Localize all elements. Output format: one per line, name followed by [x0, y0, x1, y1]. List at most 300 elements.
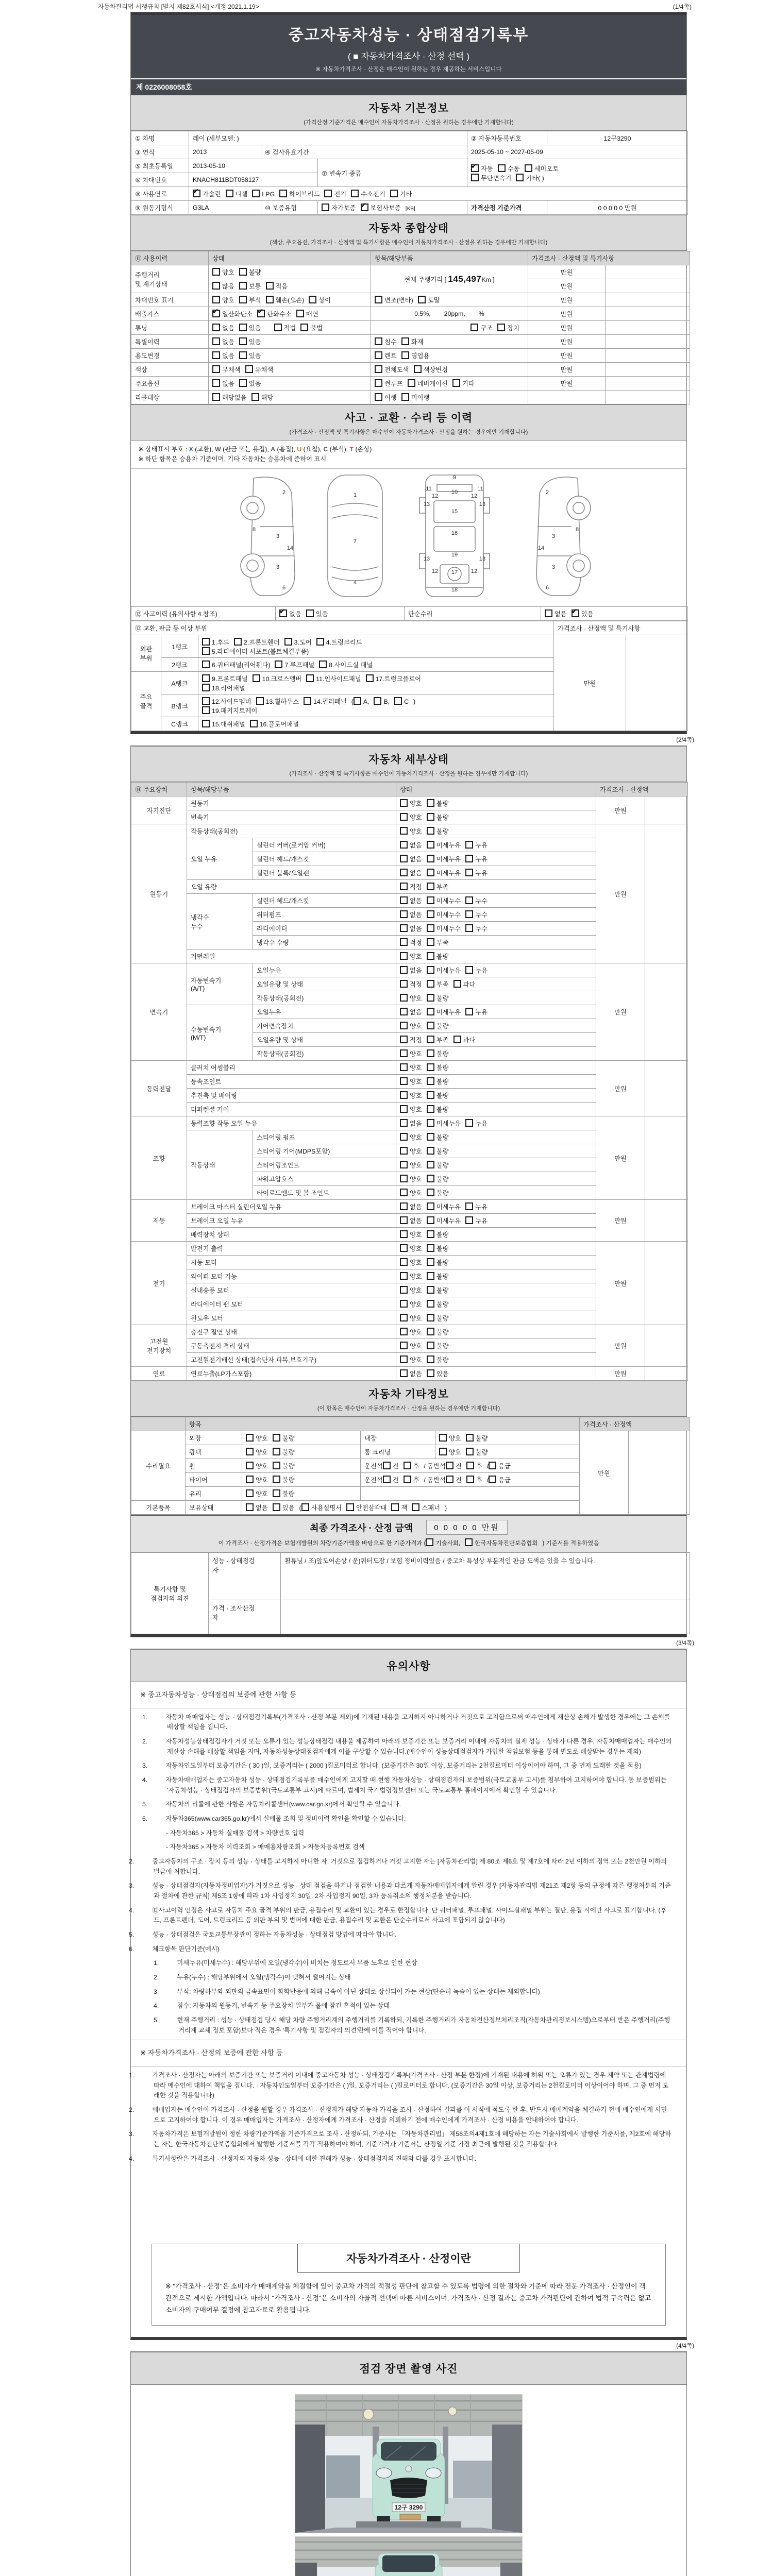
checkbox-icon[interactable] [324, 190, 332, 197]
other-info-table [131, 1417, 690, 1515]
basic-info-table [131, 131, 688, 215]
checkbox-icon[interactable] [202, 638, 210, 646]
table-cell: 배력장치 상태 [187, 1228, 396, 1242]
option: 세미오토 [525, 164, 559, 173]
checkbox-icon[interactable] [471, 174, 479, 181]
checkbox-icon[interactable] [427, 1049, 434, 1057]
checkbox-icon[interactable] [465, 841, 473, 849]
checkbox-icon[interactable] [252, 190, 260, 197]
checkbox-icon[interactable] [246, 1489, 254, 1497]
checkbox-icon[interactable] [383, 1476, 391, 1483]
document-page [129, 12, 694, 2576]
checkbox-icon[interactable] [572, 609, 579, 617]
checkbox-icon[interactable] [400, 1216, 408, 1224]
checkbox-icon[interactable] [400, 896, 408, 904]
table-cell [371, 321, 528, 335]
table-cell [131, 265, 209, 293]
checkbox-icon[interactable] [256, 697, 264, 705]
option: 18.리어패널 [202, 683, 245, 692]
checkbox-icon[interactable] [465, 896, 473, 904]
document-title: 중고자동차성능 · 상태점검기록부 [288, 27, 529, 44]
checkbox-icon[interactable] [427, 883, 434, 890]
option: 전 [446, 1461, 462, 1470]
checkbox-icon[interactable] [439, 1448, 447, 1455]
table-cell [371, 349, 528, 363]
checkbox-icon[interactable] [273, 1462, 280, 1469]
checkbox-icon[interactable] [375, 337, 382, 345]
checkbox-icon[interactable] [239, 282, 247, 290]
checkbox-icon[interactable] [212, 282, 220, 290]
checkbox-icon[interactable] [234, 638, 242, 646]
checkbox-icon[interactable] [427, 1286, 434, 1294]
option: 있음 [273, 1503, 295, 1512]
checkbox-icon[interactable] [400, 1286, 408, 1294]
checkbox-icon[interactable] [351, 190, 359, 197]
checkbox-icon[interactable] [400, 1008, 408, 1015]
checkbox-icon[interactable] [427, 1244, 434, 1252]
checkbox-icon[interactable] [266, 296, 274, 303]
option: 과다 [453, 979, 476, 989]
checkbox-icon[interactable] [427, 1008, 434, 1015]
checkbox-icon[interactable] [274, 324, 282, 331]
table-cell: 광택 [186, 1445, 242, 1459]
checkbox-icon[interactable] [427, 1105, 434, 1113]
overall-status-table-wrap [131, 251, 686, 404]
checkbox-icon[interactable] [418, 296, 426, 303]
checkbox-icon[interactable] [427, 1063, 434, 1071]
checkbox-icon[interactable] [246, 1476, 254, 1483]
table-cell: 만원 [596, 963, 645, 1061]
checkbox-icon[interactable] [400, 1175, 408, 1182]
option: 미세누수 [427, 924, 461, 933]
checkbox-icon[interactable] [465, 1119, 473, 1127]
checkbox-icon[interactable] [465, 855, 473, 862]
checkbox-icon[interactable] [239, 268, 247, 276]
table-cell [209, 1600, 281, 1634]
checkbox-icon[interactable] [202, 660, 210, 668]
checkbox-icon[interactable] [427, 1272, 434, 1280]
checkbox-icon[interactable] [400, 924, 408, 932]
checkbox-icon[interactable] [246, 1462, 254, 1469]
checkbox-icon[interactable] [202, 706, 210, 714]
checkbox-icon[interactable] [427, 1300, 434, 1308]
diagram-panel-number: 7 [353, 538, 357, 545]
checkbox-icon[interactable] [439, 1434, 447, 1442]
checkbox-icon[interactable] [466, 1462, 474, 1469]
checkbox-icon[interactable] [400, 1355, 408, 1363]
option: 양호 [400, 1299, 422, 1309]
table-cell: 외장 [186, 1431, 242, 1445]
checkbox-icon[interactable] [400, 1230, 408, 1238]
checkbox-icon[interactable] [427, 1133, 434, 1141]
table-cell: 룸 크리닝 [361, 1445, 435, 1459]
checkbox-icon[interactable] [400, 1342, 408, 1349]
checkbox-icon[interactable] [239, 379, 247, 387]
checkbox-icon[interactable] [427, 1036, 434, 1043]
table-cell [361, 1459, 580, 1473]
checkbox-icon[interactable] [257, 310, 265, 317]
checkbox-icon[interactable] [427, 1161, 434, 1168]
section-subtitle: (가격조사 · 산정액 및 특기사항은 매수인이 자동차가격조사 · 산정을 원하는 경우에만 기재합니다) [289, 771, 528, 777]
option: 양호 [400, 1146, 422, 1156]
table-cell: C랭크 [161, 717, 198, 731]
checkbox-icon[interactable] [202, 720, 210, 727]
checkbox-icon[interactable] [427, 896, 434, 904]
checkbox-icon[interactable] [471, 164, 479, 172]
table-cell [645, 1200, 688, 1242]
checkbox-icon[interactable] [400, 938, 408, 946]
option: 있음 [239, 379, 261, 388]
inspection-photo-front [295, 2394, 523, 2533]
checkbox-icon[interactable] [453, 1036, 461, 1043]
table-cell: 윈도우 모터 [187, 1311, 396, 1325]
checkbox-icon[interactable] [246, 1434, 254, 1442]
option: 한국자동차진단보증협회 [465, 1538, 537, 1547]
diagram-panel-number: 3 [551, 564, 556, 571]
checkbox-icon[interactable] [300, 324, 308, 331]
checkbox-icon[interactable] [246, 1448, 254, 1455]
checkbox-icon[interactable] [250, 720, 258, 727]
option: 침수 [375, 337, 397, 346]
checkbox-icon[interactable] [427, 1258, 434, 1266]
checkbox-icon[interactable] [400, 1133, 408, 1141]
checkbox-icon[interactable] [400, 980, 408, 988]
table-cell: 실린더 커버(로커암 커버) [253, 838, 396, 852]
checkbox-icon[interactable] [401, 393, 409, 401]
checkbox-icon[interactable] [427, 938, 434, 946]
checkbox-icon[interactable] [426, 1538, 433, 1546]
checkbox-icon[interactable] [251, 393, 259, 401]
checkbox-icon[interactable] [212, 296, 220, 303]
checkbox-icon[interactable] [400, 855, 408, 862]
checkbox-icon[interactable] [427, 1202, 434, 1210]
checkbox-icon[interactable] [466, 1476, 474, 1483]
checkbox-icon[interactable] [400, 1258, 408, 1266]
checkbox-icon[interactable] [427, 1189, 434, 1196]
option: 전 [383, 1475, 399, 1484]
section-title: 자동차 기본정보 [368, 103, 449, 114]
checkbox-icon[interactable] [427, 924, 434, 932]
checkbox-icon[interactable] [391, 1503, 399, 1511]
checkbox-icon[interactable] [212, 365, 220, 373]
checkbox-icon[interactable] [400, 827, 408, 835]
table-cell: 클러치 어셈블리 [187, 1061, 396, 1075]
checkbox-icon[interactable] [239, 296, 247, 303]
checkbox-icon[interactable] [202, 697, 210, 705]
text: Km ] [481, 276, 495, 283]
checkbox-icon[interactable] [400, 1328, 408, 1335]
checkbox-icon[interactable] [400, 1161, 408, 1168]
checkbox-icon[interactable] [400, 813, 408, 821]
checkbox-icon[interactable] [427, 1369, 434, 1377]
table-cell: 만원 [554, 635, 626, 731]
table-cell [396, 1297, 596, 1311]
diagram-panel-number: 10 [451, 489, 458, 496]
option: 양호 [400, 1272, 422, 1281]
section-subtitle: (이 항목은 매수인이 자동차가격조사 · 산정을 원하는 경우에만 기재합니다) [317, 1405, 500, 1412]
checkbox-icon[interactable] [427, 910, 434, 918]
checkbox-icon[interactable] [202, 684, 210, 691]
table-cell [209, 363, 371, 377]
diagram-panel-number: 13 [479, 556, 486, 563]
checkbox-icon[interactable] [427, 980, 434, 988]
checkbox-icon[interactable] [246, 1503, 254, 1511]
checkbox-icon[interactable] [427, 1355, 434, 1363]
checkbox-icon[interactable] [427, 966, 434, 974]
checkbox-icon[interactable] [273, 1489, 280, 1497]
checkbox-icon[interactable] [354, 697, 361, 705]
checkbox-icon[interactable] [212, 351, 220, 359]
checkbox-icon[interactable] [452, 379, 460, 387]
checkbox-icon[interactable] [545, 609, 552, 617]
text: 부위 [140, 655, 153, 663]
notices-title: 유의사항 [386, 1660, 431, 1673]
checkbox-icon[interactable] [400, 1049, 408, 1057]
checkbox-icon[interactable] [427, 827, 434, 835]
checkbox-icon[interactable] [400, 883, 408, 890]
checkbox-icon[interactable] [427, 1147, 434, 1155]
checkbox-icon[interactable] [400, 1105, 408, 1113]
checkbox-icon[interactable] [427, 841, 434, 849]
table-row [131, 783, 688, 796]
checkbox-icon[interactable] [273, 1434, 280, 1442]
checkbox-icon[interactable] [400, 1244, 408, 1252]
checkbox-icon[interactable] [400, 1272, 408, 1280]
checkbox-icon[interactable] [427, 799, 434, 807]
table-cell [209, 335, 371, 349]
checkbox-icon[interactable] [412, 1503, 419, 1511]
notice-item: 6. 체크항목 판단기준(예시) [129, 1945, 220, 1953]
document-number: 제 0226008058호 [131, 78, 686, 95]
checkbox-icon[interactable] [400, 1202, 408, 1210]
table-cell [645, 824, 688, 963]
checkbox-icon[interactable] [301, 1503, 309, 1511]
checkbox-icon[interactable] [465, 1202, 473, 1210]
option: 누유 [465, 1216, 488, 1225]
option: 불량 [466, 1447, 488, 1456]
checkbox-icon[interactable] [212, 324, 220, 331]
option: 양호 [212, 267, 234, 277]
checkbox-icon[interactable] [465, 1538, 473, 1546]
checkbox-icon[interactable] [470, 324, 478, 331]
checkbox-icon[interactable] [404, 1462, 411, 1469]
table-cell [371, 307, 528, 321]
checkbox-icon[interactable] [465, 1008, 473, 1015]
checkbox-icon[interactable] [400, 910, 408, 918]
text: 및 계기상태 [135, 280, 167, 288]
checkbox-icon[interactable] [465, 966, 473, 974]
option: 양호 [400, 1230, 422, 1239]
notice-item: 4. ⑫사고이력 인정은 사고로 자동차 주요 골격 부위의 판금, 용접수리 및 교환이 있는 경우로 한정합니다. 단 쿼터패널, 루프패널, 사이드실패널 부위는 절단, 용접 시에만 사고로 표기합니다. (후드, 프론트펜더, 도어, 트렁크리드 등 외판 부위 및 범퍼에 대한 판금, 용접수리 및 교환은 단순수리로서 사고에 포함되지 않습니다) [129, 1906, 667, 1924]
checkbox-icon[interactable] [465, 869, 473, 876]
checkbox-icon[interactable] [193, 190, 200, 197]
checkbox-icon[interactable] [346, 1503, 354, 1511]
option: 불량 [239, 267, 261, 277]
checkbox-icon[interactable] [366, 674, 374, 682]
checkbox-icon[interactable] [390, 190, 398, 197]
table-cell: 1랭크 [161, 635, 198, 658]
table-row [131, 824, 688, 838]
table-cell: ⑪ 사용이력 [131, 251, 209, 265]
checkbox-icon[interactable] [212, 337, 220, 345]
checkbox-icon[interactable] [375, 296, 382, 303]
checkbox-icon[interactable] [306, 609, 314, 617]
checkbox-icon[interactable] [273, 1448, 280, 1455]
checkbox-icon[interactable] [239, 337, 247, 345]
checkbox-icon[interactable] [400, 1063, 408, 1071]
checkbox-icon[interactable] [322, 204, 329, 211]
table-cell: 만원 [528, 377, 606, 391]
checkbox-icon[interactable] [427, 1175, 434, 1182]
checkbox-icon[interactable] [212, 379, 220, 387]
checkbox-icon[interactable] [427, 994, 434, 1002]
checkbox-icon[interactable] [427, 1077, 434, 1085]
checkbox-icon[interactable] [486, 1476, 496, 1484]
text: / [486, 1477, 489, 1484]
overall-status-table [131, 251, 690, 404]
checkbox-icon[interactable] [239, 351, 247, 359]
checkbox-icon[interactable] [394, 697, 402, 705]
checkbox-icon[interactable] [497, 324, 505, 331]
checkbox-icon[interactable] [212, 310, 220, 317]
checkbox-icon[interactable] [427, 1342, 434, 1349]
checkbox-icon[interactable] [427, 1091, 434, 1099]
checkbox-icon[interactable] [427, 813, 434, 821]
checkbox-icon[interactable] [361, 204, 368, 211]
checkbox-icon[interactable] [400, 841, 408, 849]
checkbox-icon[interactable] [453, 980, 461, 988]
checkbox-icon[interactable] [316, 638, 324, 646]
checkbox-icon[interactable] [486, 1462, 496, 1470]
checkbox-icon[interactable] [273, 1476, 280, 1483]
checkbox-icon[interactable] [400, 799, 408, 807]
option: 불량 [427, 1341, 449, 1350]
checkbox-icon[interactable] [253, 674, 260, 682]
checkbox-icon[interactable] [400, 966, 408, 974]
checkbox-icon[interactable] [498, 164, 506, 172]
checkbox-icon[interactable] [446, 1476, 453, 1483]
emphasized-value: 145,497 [448, 274, 482, 284]
checkbox-icon[interactable] [400, 1077, 408, 1085]
checkbox-icon[interactable] [304, 697, 311, 705]
checkbox-icon[interactable] [309, 296, 316, 303]
checkbox-icon[interactable] [239, 324, 247, 331]
checkbox-icon[interactable] [202, 674, 210, 682]
checkbox-icon[interactable] [465, 1216, 473, 1224]
checkbox-icon[interactable] [400, 1147, 408, 1155]
checkbox-icon[interactable] [400, 952, 408, 960]
checkbox-icon[interactable] [400, 994, 408, 1002]
table-cell [242, 1445, 361, 1459]
checkbox-icon[interactable] [284, 638, 292, 646]
checkbox-icon[interactable] [400, 869, 408, 876]
checkbox-icon[interactable] [245, 365, 253, 373]
checkbox-icon[interactable] [427, 952, 434, 960]
checkbox-icon[interactable] [306, 674, 314, 682]
checkbox-icon[interactable] [266, 282, 274, 290]
checkbox-icon[interactable] [427, 855, 434, 862]
checkbox-icon[interactable] [400, 1369, 408, 1377]
checkbox-icon[interactable] [400, 1036, 408, 1043]
inspector-opinion-table-wrap [131, 1552, 686, 1634]
option: 불량 [427, 1174, 449, 1183]
checkbox-icon[interactable] [375, 379, 382, 387]
checkbox-icon[interactable] [226, 190, 233, 197]
checkbox-icon[interactable] [375, 351, 382, 359]
checkbox-icon[interactable] [400, 1119, 408, 1127]
checkbox-icon[interactable] [273, 1503, 280, 1511]
checkbox-icon[interactable] [400, 1314, 408, 1321]
checkbox-icon[interactable] [427, 1216, 434, 1224]
checkbox-icon[interactable] [400, 1300, 408, 1308]
checkbox-icon[interactable] [401, 351, 409, 359]
table-cell: 작동상태(공회전) [253, 1047, 396, 1061]
checkbox-icon[interactable] [465, 924, 473, 932]
text: (M/T) [191, 1033, 206, 1041]
document-subtitle: ( ■ 자동차가격조사 · 산정 선택 ) [347, 52, 470, 61]
table-row [131, 1200, 688, 1214]
checkbox-icon[interactable] [400, 1091, 408, 1099]
checkbox-icon[interactable] [465, 910, 473, 918]
checkbox-icon[interactable] [375, 393, 382, 401]
option: 미세누유 [427, 965, 461, 975]
checkbox-icon[interactable] [427, 1314, 434, 1321]
table-row [131, 349, 690, 363]
checkbox-icon[interactable] [279, 609, 287, 617]
checkbox-icon[interactable] [408, 379, 415, 387]
checkbox-icon[interactable] [319, 660, 327, 668]
table-cell [626, 635, 688, 731]
table-cell: 12구3290 [547, 131, 688, 145]
checkbox-icon[interactable] [525, 164, 532, 172]
checkbox-icon[interactable] [427, 1230, 434, 1238]
checkbox-icon[interactable] [296, 310, 304, 317]
table-cell [606, 377, 690, 391]
option: 5.라디에이터 서포트(볼트체결부품) [202, 647, 309, 656]
option: 전체도색 [375, 365, 409, 374]
checkbox-icon[interactable] [446, 1462, 453, 1469]
checkbox-icon[interactable] [279, 190, 287, 197]
checkbox-icon[interactable] [466, 1448, 474, 1455]
checkbox-icon[interactable] [427, 869, 434, 876]
checkbox-icon[interactable] [466, 1434, 474, 1442]
checkbox-icon[interactable] [202, 647, 210, 655]
checkbox-icon[interactable] [427, 1022, 434, 1029]
checkbox-icon[interactable] [375, 365, 382, 373]
checkbox-icon[interactable] [212, 393, 220, 401]
checkbox-icon[interactable] [427, 1328, 434, 1335]
checkbox-icon[interactable] [400, 1022, 408, 1029]
checkbox-icon[interactable] [516, 174, 524, 181]
checkbox-icon[interactable] [401, 337, 409, 345]
table-cell: 발전기 출력 [187, 1242, 396, 1256]
checkbox-icon[interactable] [400, 1189, 408, 1196]
section-accident-history-header [131, 404, 686, 440]
option: 양호 [400, 1021, 422, 1030]
checkbox-icon[interactable] [414, 365, 422, 373]
table-cell [606, 307, 690, 321]
table-cell: 만원 [528, 307, 606, 321]
option: 양호 [400, 1313, 422, 1323]
checkbox-icon[interactable] [383, 1462, 391, 1469]
option: 화재 [401, 337, 424, 346]
checkbox-icon[interactable] [275, 660, 282, 668]
checkbox-icon[interactable] [212, 268, 220, 276]
checkbox-icon[interactable] [427, 1119, 434, 1127]
checkbox-icon[interactable] [404, 1476, 411, 1483]
checkbox-icon[interactable] [374, 697, 381, 705]
option: 누유 [465, 1007, 488, 1016]
